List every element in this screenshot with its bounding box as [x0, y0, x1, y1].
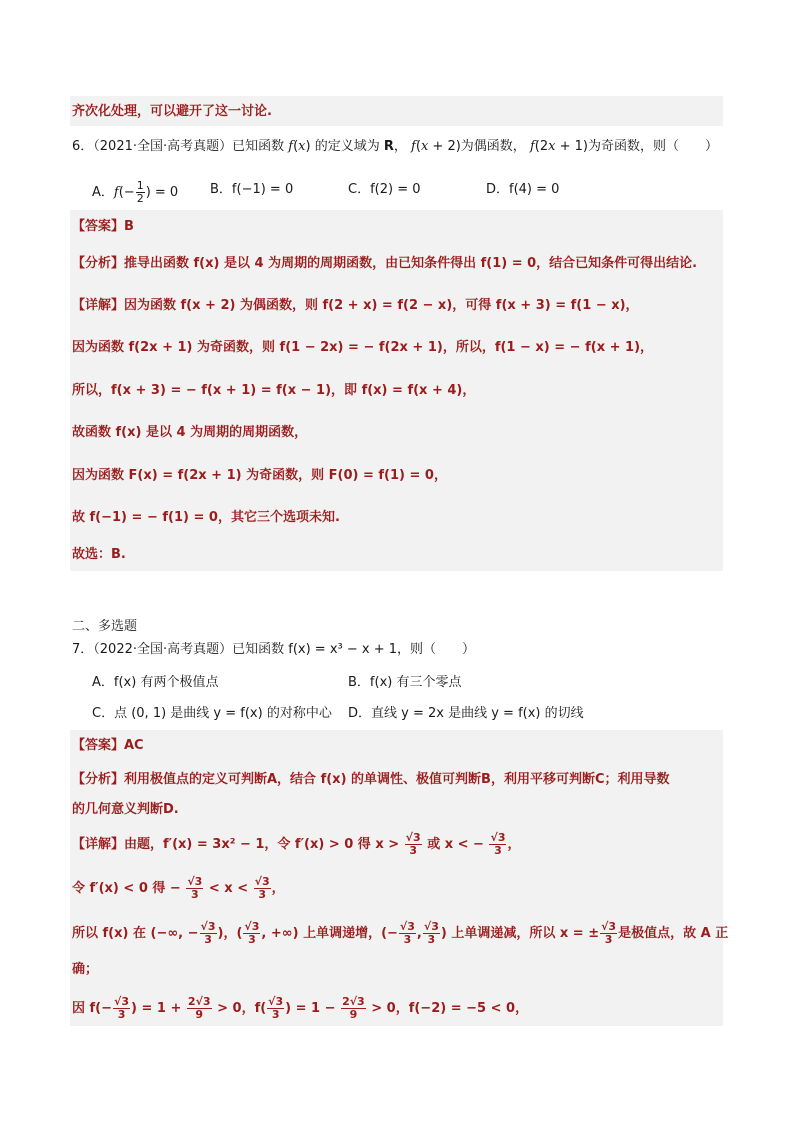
q7-analysis-1: 【分析】利用极值点的定义可判断A，结合 f(x) 的单调性、极值可判断B，利用平移可判断C；利用导数	[72, 772, 670, 787]
q7-detail-1: 【详解】由题，f′(x) = 3x² − 1，令 f′(x) > 0 得 x > $\frac{√3}{3}$ 或 x < − $\frac{√3}{3}$ ，	[72, 831, 521, 857]
q7-option-c: C．点 (0, 1) 是曲线 y = f(x) 的对称中心	[92, 706, 332, 721]
q6-option-c: C．f(2) = 0	[348, 182, 421, 197]
q7-stem: 7．（2022·全国·高考真题）已知函数 f(x) = x³ − x + 1，则（ ）	[72, 642, 476, 657]
q7-option-d: D．直线 y = 2x 是曲线 y = f(x) 的切线	[348, 706, 584, 721]
q6-detail-3: 所以，f(x + 3) = − f(x + 1) = f(x − 1)，即 f(x) = f(x + 4)，	[72, 383, 476, 398]
q6-analysis: 【分析】推导出函数 f(x) 是以 4 为周期的周期函数，由已知条件得出 f(1) = 0，结合已知条件可得出结论.	[72, 256, 698, 271]
q6-stem: 6．（2021·全国·高考真题）已知函数 f(x) 的定义域为 R， f(x + 2)为偶函数， f(2x + 1)为奇函数，则（ ）	[72, 139, 718, 154]
q6-detail-6: 故 f(−1) = − f(1) = 0，其它三个选项未知.	[72, 510, 340, 525]
q6-option-d: D．f(4) = 0	[486, 182, 560, 197]
section-heading: 二、多选题	[72, 619, 138, 634]
q6-detail-5: 因为函数 F(x) = f(2x + 1) 为奇函数，则 F(0) = f(1) = 0，	[72, 468, 447, 483]
q7-option-a: A．f(x) 有两个极值点	[92, 675, 219, 690]
q6-final: 故选：B.	[72, 547, 126, 562]
q7-option-b: B．f(x) 有三个零点	[348, 675, 462, 690]
q6-option-b: B．f(−1) = 0	[210, 182, 294, 197]
q6-answer: 【答案】B	[72, 219, 134, 234]
q6-detail-2: 因为函数 f(2x + 1) 为奇函数，则 f(1 − 2x) = − f(2x + 1)，所以，f(1 − x) = − f(x + 1)，	[72, 340, 654, 355]
q7-detail-4: 因 f(− $\frac{√3}{3}$ ) = 1 + $\frac{2√3}{9}$ > 0，f( $\frac{√3}{3}$ ) = 1 − $\frac{2√3}{9}$ > 0，f(−2) = −5 < 0，	[72, 995, 529, 1021]
q6-detail-4: 故函数 f(x) 是以 4 为周期的周期函数，	[72, 425, 308, 440]
q7-detail-3: 所以 f(x) 在 (−∞, − $\frac{√3}{3}$ )，( $\frac{√3}{3}$ , +∞) 上单调递增，(− $\frac{√3}{3}$ , $\frac{√3}{3}$ ) 上单调递减，所以 x = ± $\frac{√3}{3}$ 是极值点，故 A 正	[72, 920, 729, 946]
q6-option-a: A．f(− $\frac{1}{2}$ ) = 0	[92, 179, 179, 205]
q7-analysis-2: 的几何意义判断D.	[72, 802, 179, 817]
q7-detail-2: 令 f′(x) < 0 得 − $\frac{√3}{3}$ < x < $\frac{√3}{3}$ ，	[72, 875, 285, 901]
q6-detail-1: 【详解】因为函数 f(x + 2) 为偶函数，则 f(2 + x) = f(2 − x)，可得 f(x + 3) = f(1 − x)，	[72, 298, 639, 313]
q7-answer: 【答案】AC	[72, 738, 144, 753]
q7-detail-3-cont: 确；	[72, 962, 99, 977]
top-note: 齐次化处理，可以避开了这一讨论.	[72, 104, 272, 119]
